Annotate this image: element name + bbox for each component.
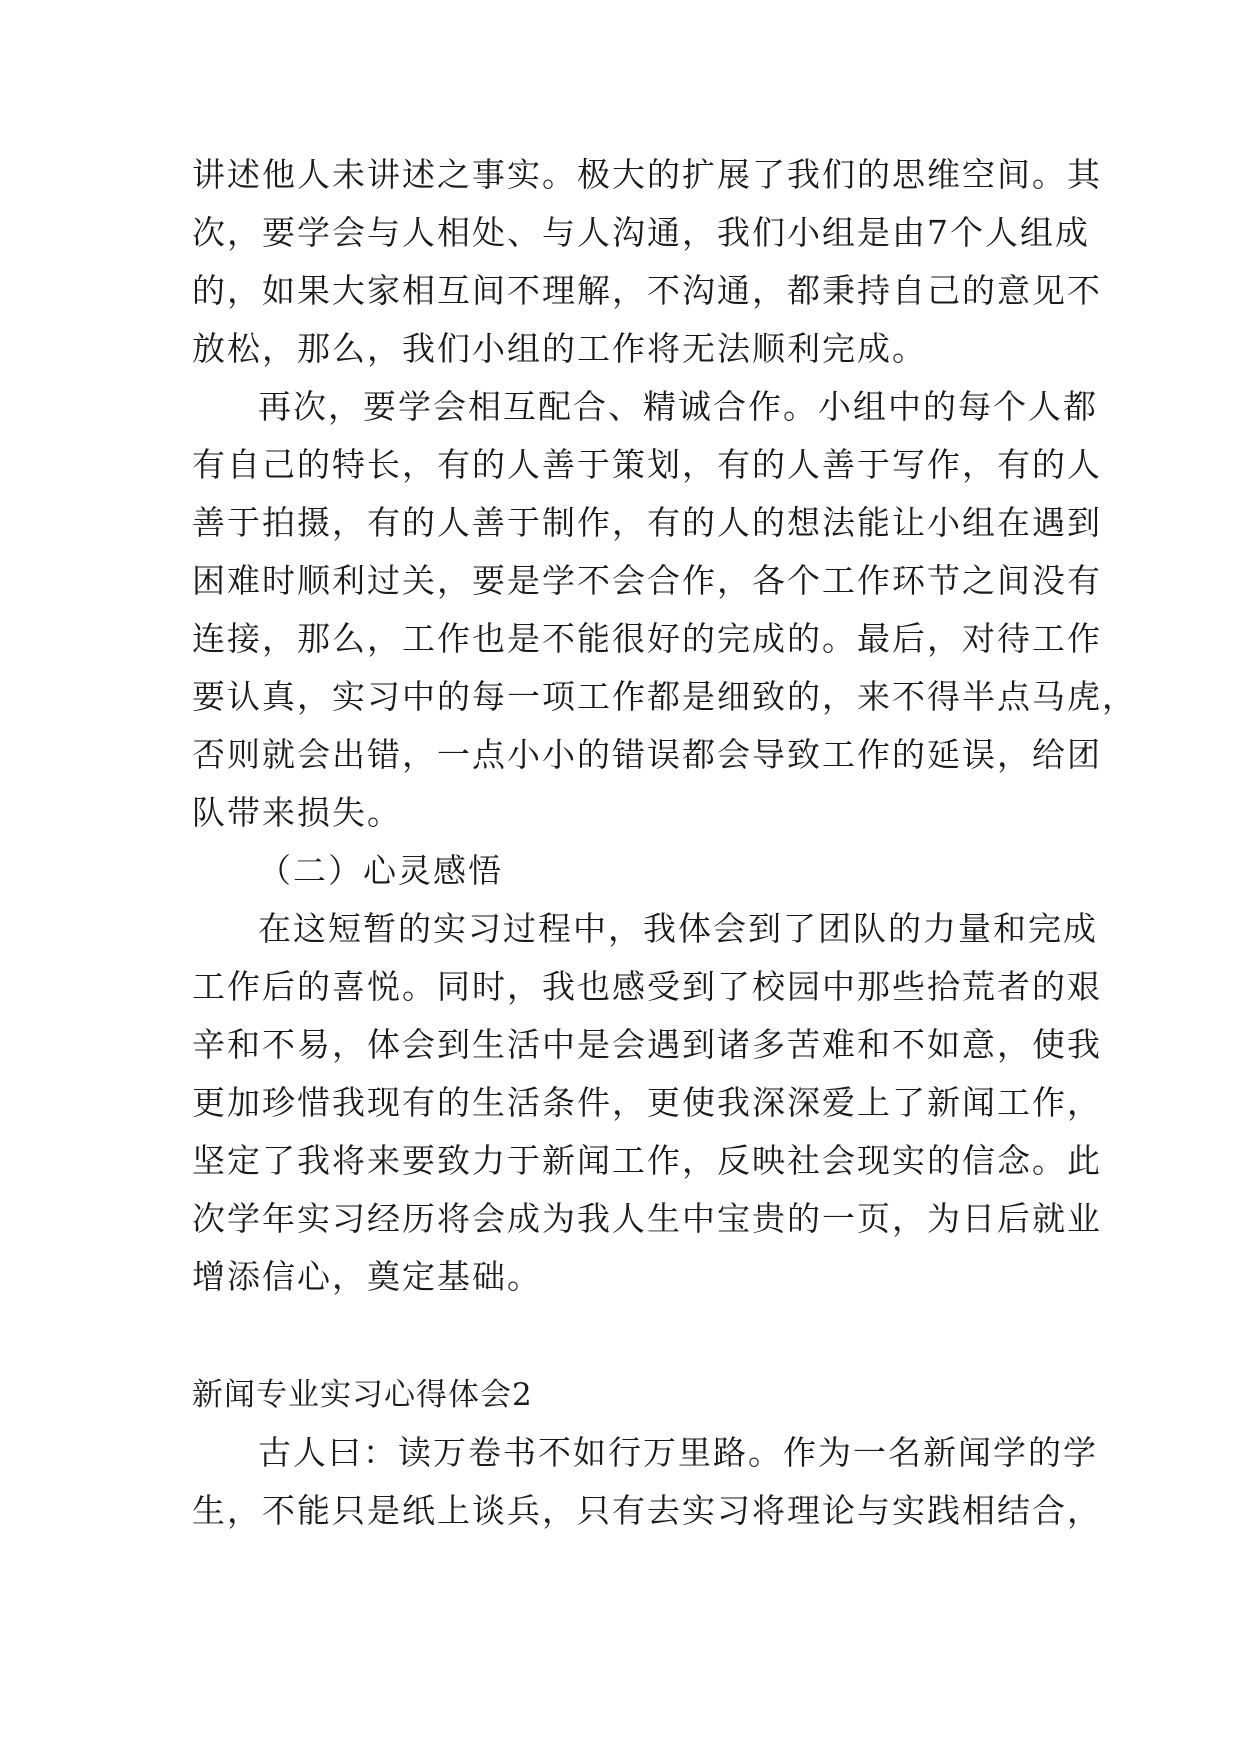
paragraph-block-3 (192, 1424, 1102, 1540)
text-line: 生，不能只是纸上谈兵，只有去实习将理论与实践相结合， (192, 1491, 1102, 1530)
text-line: 否则就会出错，一点小小的错误都会导致工作的延误，给团 (192, 735, 1102, 774)
paragraph-block-2 (192, 900, 1102, 1306)
text-line: 连接，那么，工作也是不能很好的完成的。最后，对待工作 (192, 619, 1102, 658)
text-line: 要认真，实习中的每一项工作都是细致的，来不得半点马虎， (192, 677, 1137, 716)
text-line: 的，如果大家相互间不理解，不沟通，都秉持自己的意见不 (192, 271, 1102, 310)
section-gap (192, 1306, 1072, 1366)
paragraph-block-1 (192, 146, 1137, 842)
section-title: 新闻专业实习心得体会2 (192, 1377, 533, 1413)
document-page (192, 146, 1137, 1540)
text-line: 放松，那么，我们小组的工作将无法顺利完成。 (192, 329, 927, 368)
text-line: 次学年实习经历将会成为我人生中宝贵的一页，为日后就业 (192, 1199, 1102, 1238)
text-line: 困难时顺利过关，要是学不会合作，各个工作环节之间没有 (192, 561, 1102, 600)
text-line: 工作后的喜悦。同时，我也感受到了校园中那些拾荒者的艰 (192, 967, 1102, 1006)
text-line: 善于拍摄，有的人善于制作，有的人的想法能让小组在遇到 (192, 503, 1102, 542)
text-line: 次，要学会与人相处、与人沟通，我们小组是由7个人组成 (192, 213, 1090, 252)
text-line: 增添信心，奠定基础。 (192, 1257, 542, 1296)
text-line: 更加珍惜我现有的生活条件，更使我深深爱上了新闻工作， (192, 1083, 1102, 1122)
text-line: 在这短暂的实习过程中，我体会到了团队的力量和完成 (258, 909, 1098, 948)
text-line: 辛和不易，体会到生活中是会遇到诸多苦难和不如意，使我 (192, 1025, 1102, 1064)
text-line: 古人曰：读万卷书不如行万里路。作为一名新闻学的学 (258, 1433, 1098, 1472)
text-line: 坚定了我将来要致力于新闻工作，反映社会现实的信念。此 (192, 1141, 1102, 1180)
text-line: 再次，要学会相互配合、精诚合作。小组中的每个人都 (258, 387, 1098, 426)
text-line: 有自己的特长，有的人善于策划，有的人善于写作，有的人 (192, 445, 1102, 484)
text-line: 队带来损失。 (192, 793, 402, 832)
subheading: （二）心灵感悟 (258, 851, 503, 890)
text-line: 讲述他人未讲述之事实。极大的扩展了我们的思维空间。其 (192, 155, 1102, 194)
